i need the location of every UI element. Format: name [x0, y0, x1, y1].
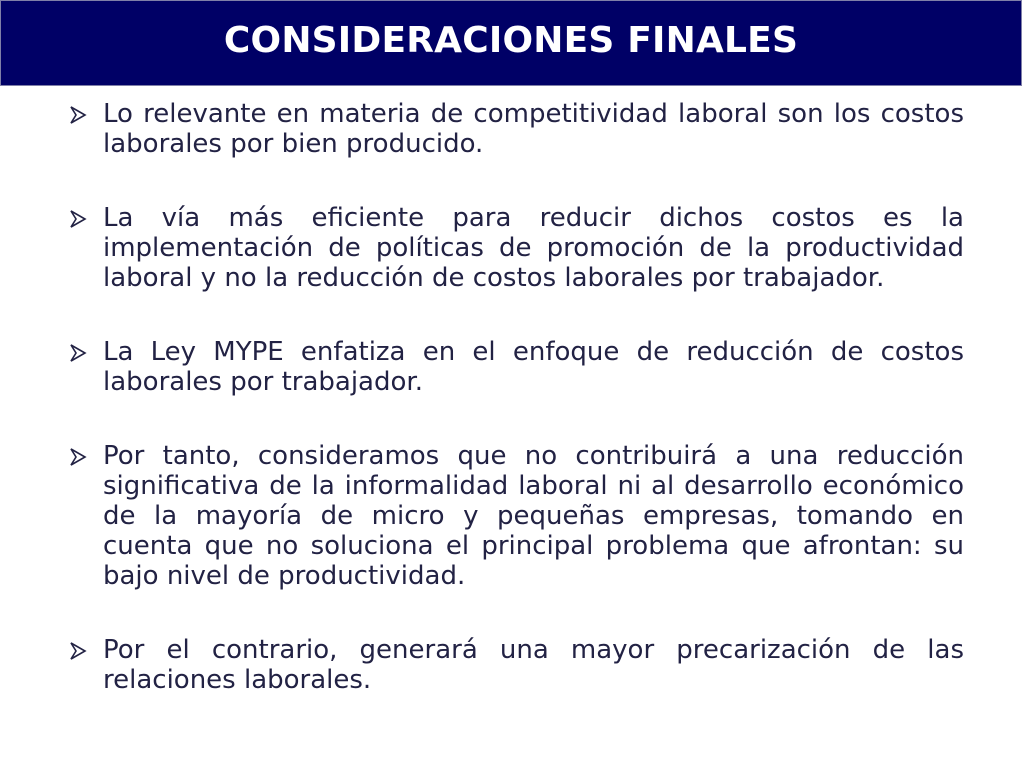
bullet-item-1	[68, 99, 964, 159]
chevron-arrow-icon	[68, 343, 88, 363]
bullet-text-2: La vía más eficiente para reducir dichos costos es la implementación de políticas de promoción de la productividad laboral y no la reducción de costos laborales por trabajador.	[103, 203, 964, 293]
bullet-item-4	[68, 441, 964, 591]
chevron-arrow-icon	[68, 209, 88, 229]
slide-title: CONSIDERACIONES FINALES	[223, 19, 799, 61]
bullet-item-3	[68, 337, 964, 397]
bullet-text-1: Lo relevante en materia de competitividad laboral son los costos laborales por bien producido.	[103, 99, 964, 159]
chevron-arrow-icon	[68, 105, 88, 125]
bullet-list	[68, 99, 964, 695]
chevron-arrow-icon	[68, 641, 88, 661]
bullet-text-3: La Ley MYPE enfatiza en el enfoque de reducción de costos laborales por trabajador.	[103, 337, 964, 397]
bullet-item-5	[68, 635, 964, 695]
bullet-text-5: Por el contrario, generará una mayor precarización de las relaciones laborales.	[103, 635, 964, 695]
bullet-item-2	[68, 203, 964, 293]
title-banner	[0, 0, 1022, 86]
chevron-arrow-icon	[68, 447, 88, 467]
bullet-text-4: Por tanto, consideramos que no contribuirá a una reducción significativa de la informalidad laboral ni al desarrollo económico de la mayoría de micro y pequeñas empresas, tomando en cuenta que no soluciona el principal problema que afrontan: su bajo nivel de productividad.	[103, 441, 964, 591]
